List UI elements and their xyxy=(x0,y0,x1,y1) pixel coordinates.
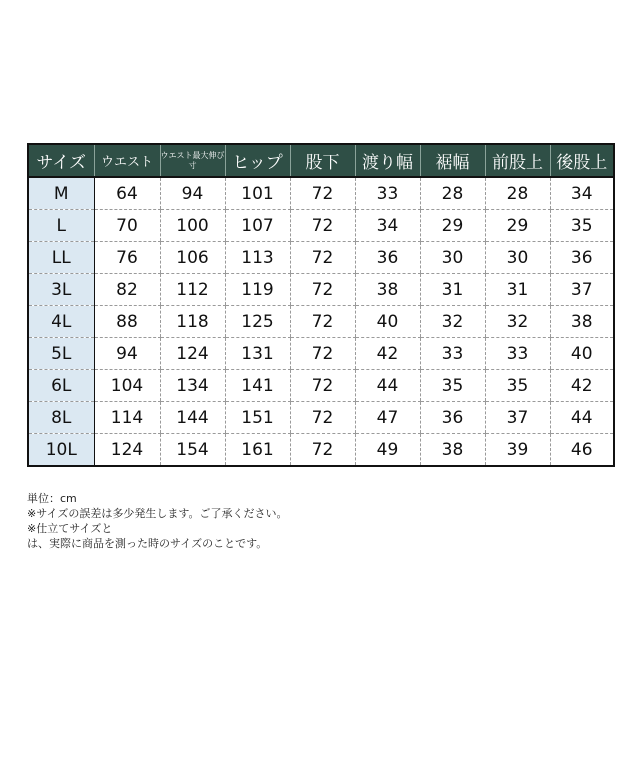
header-front-rise: 前股上 xyxy=(485,144,550,177)
size-chart-table xyxy=(27,143,615,467)
measurement-cell: 36 xyxy=(355,242,420,274)
measurement-cell: 101 xyxy=(225,177,290,210)
measurement-cell: 64 xyxy=(94,177,160,210)
measurement-cell: 72 xyxy=(290,338,355,370)
unit-note: 単位：cm xyxy=(27,492,77,505)
measurement-cell: 40 xyxy=(550,338,614,370)
size-notes xyxy=(27,491,607,551)
table-header xyxy=(28,144,614,177)
measurement-cell: 114 xyxy=(94,402,160,434)
table-row xyxy=(28,402,614,434)
size-label-cell: 5L xyxy=(28,338,94,370)
measurement-cell: 124 xyxy=(160,338,225,370)
measurement-cell: 107 xyxy=(225,210,290,242)
measurement-cell: 72 xyxy=(290,177,355,210)
measurement-cell: 106 xyxy=(160,242,225,274)
header-waist-max-stretch: ウエスト最大伸び寸 xyxy=(160,144,225,177)
measurement-cell: 37 xyxy=(550,274,614,306)
measurement-cell: 125 xyxy=(225,306,290,338)
measurement-cell: 88 xyxy=(94,306,160,338)
table-row xyxy=(28,210,614,242)
measurement-cell: 72 xyxy=(290,274,355,306)
measurement-cell: 32 xyxy=(485,306,550,338)
measurement-cell: 29 xyxy=(485,210,550,242)
size-label-cell: 8L xyxy=(28,402,94,434)
size-label-cell: M xyxy=(28,177,94,210)
measurement-cell: 124 xyxy=(94,434,160,467)
measurement-cell: 72 xyxy=(290,306,355,338)
header-inseam: 股下 xyxy=(290,144,355,177)
header-back-rise: 後股上 xyxy=(550,144,614,177)
measurement-cell: 38 xyxy=(550,306,614,338)
measurement-cell: 94 xyxy=(94,338,160,370)
measurement-cell: 154 xyxy=(160,434,225,467)
measurement-cell: 131 xyxy=(225,338,290,370)
measurement-cell: 144 xyxy=(160,402,225,434)
tolerance-note: ※サイズの誤差は多少発生します。ご了承ください。 xyxy=(27,507,288,520)
measurement-cell: 30 xyxy=(485,242,550,274)
tailoring-note: ※仕立てサイズと xyxy=(27,522,113,535)
measurement-cell: 28 xyxy=(485,177,550,210)
measurement-cell: 44 xyxy=(550,402,614,434)
header-hem-width: 裾幅 xyxy=(420,144,485,177)
measurement-cell: 33 xyxy=(420,338,485,370)
measurement-cell: 28 xyxy=(420,177,485,210)
measurement-cell: 100 xyxy=(160,210,225,242)
measurement-cell: 31 xyxy=(485,274,550,306)
measurement-cell: 39 xyxy=(485,434,550,467)
size-label-cell: 10L xyxy=(28,434,94,467)
table-row xyxy=(28,338,614,370)
measurement-cell: 30 xyxy=(420,242,485,274)
measurement-note: は、実際に商品を測った時のサイズのことです。 xyxy=(27,537,268,550)
measurement-cell: 42 xyxy=(550,370,614,402)
measurement-cell: 37 xyxy=(485,402,550,434)
measurement-cell: 72 xyxy=(290,370,355,402)
size-label-cell: L xyxy=(28,210,94,242)
size-label-cell: 3L xyxy=(28,274,94,306)
measurement-cell: 36 xyxy=(550,242,614,274)
size-label-cell: LL xyxy=(28,242,94,274)
measurement-cell: 46 xyxy=(550,434,614,467)
measurement-cell: 70 xyxy=(94,210,160,242)
measurement-cell: 35 xyxy=(420,370,485,402)
measurement-cell: 72 xyxy=(290,210,355,242)
measurement-cell: 42 xyxy=(355,338,420,370)
measurement-cell: 34 xyxy=(355,210,420,242)
table-row xyxy=(28,242,614,274)
measurement-cell: 33 xyxy=(485,338,550,370)
measurement-cell: 36 xyxy=(420,402,485,434)
measurement-cell: 141 xyxy=(225,370,290,402)
measurement-cell: 72 xyxy=(290,402,355,434)
measurement-cell: 113 xyxy=(225,242,290,274)
measurement-cell: 82 xyxy=(94,274,160,306)
header-waist: ウエスト xyxy=(94,144,160,177)
header-thigh-width: 渡り幅 xyxy=(355,144,420,177)
measurement-cell: 35 xyxy=(485,370,550,402)
header-size: サイズ xyxy=(28,144,94,177)
measurement-cell: 49 xyxy=(355,434,420,467)
measurement-cell: 94 xyxy=(160,177,225,210)
measurement-cell: 151 xyxy=(225,402,290,434)
table-row xyxy=(28,306,614,338)
measurement-cell: 104 xyxy=(94,370,160,402)
size-label-cell: 4L xyxy=(28,306,94,338)
measurement-cell: 118 xyxy=(160,306,225,338)
measurement-cell: 161 xyxy=(225,434,290,467)
measurement-cell: 33 xyxy=(355,177,420,210)
table-row xyxy=(28,274,614,306)
measurement-cell: 29 xyxy=(420,210,485,242)
measurement-cell: 134 xyxy=(160,370,225,402)
table-row xyxy=(28,177,614,210)
measurement-cell: 112 xyxy=(160,274,225,306)
measurement-cell: 72 xyxy=(290,242,355,274)
measurement-cell: 35 xyxy=(550,210,614,242)
table-row xyxy=(28,434,614,467)
measurement-cell: 38 xyxy=(420,434,485,467)
table-body xyxy=(28,177,614,466)
measurement-cell: 44 xyxy=(355,370,420,402)
measurement-cell: 119 xyxy=(225,274,290,306)
measurement-cell: 31 xyxy=(420,274,485,306)
header-row xyxy=(28,144,614,177)
measurement-cell: 76 xyxy=(94,242,160,274)
table-row xyxy=(28,370,614,402)
measurement-cell: 47 xyxy=(355,402,420,434)
measurement-cell: 34 xyxy=(550,177,614,210)
measurement-cell: 72 xyxy=(290,434,355,467)
size-label-cell: 6L xyxy=(28,370,94,402)
measurement-cell: 38 xyxy=(355,274,420,306)
header-hip: ヒップ xyxy=(225,144,290,177)
measurement-cell: 32 xyxy=(420,306,485,338)
measurement-cell: 40 xyxy=(355,306,420,338)
